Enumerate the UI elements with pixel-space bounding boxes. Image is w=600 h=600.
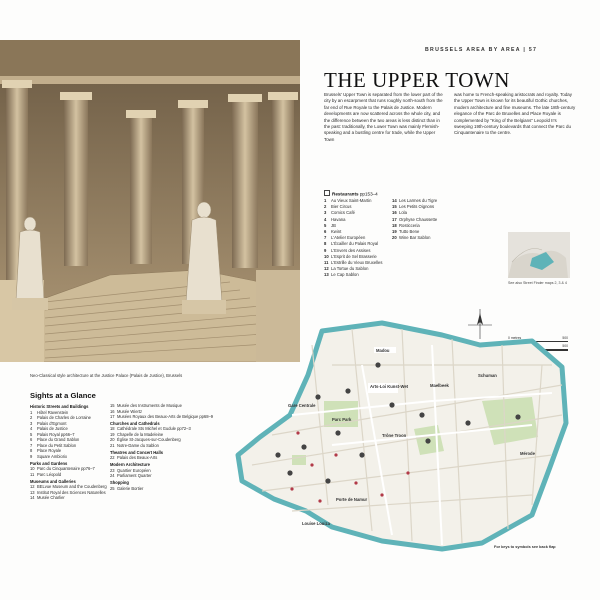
restaurant-name: L'Envers des Assises (331, 247, 371, 253)
sight-number: 9 (30, 453, 33, 459)
keys-note: For keys to symbols see back flap (494, 545, 556, 549)
sights-group-heading: Theatres and Concert Halls (110, 449, 164, 455)
map-label-parc: Parc Park (332, 417, 352, 422)
restaurant-number: 7 (324, 235, 327, 241)
sight-name: Musée Wiertz (117, 408, 143, 414)
restaurant-number: 10 (324, 253, 329, 259)
restaurant-name: Comics Café (331, 210, 355, 216)
map-label-maelbeek: Maelbeek (430, 383, 449, 388)
restaurant-name: Lola (399, 210, 407, 216)
sight-number: 7 (30, 442, 33, 448)
sight-number: 21 (110, 442, 115, 448)
sight-name: Palais des Beaux-Arts (117, 455, 158, 461)
sights-group-heading: Parks and Gardens (30, 460, 68, 466)
restaurant-item (392, 235, 437, 241)
sight-item (110, 473, 220, 479)
sight-name: Parc du Cinquantenaire pp76–7 (37, 466, 95, 472)
sights-title: Sights at a Glance (30, 391, 96, 400)
sight-name: Parc Léopold (37, 471, 62, 477)
sight-name: Hôtel Ravenstein (37, 409, 69, 415)
sight-name: Palais Royal pp66–7 (37, 431, 75, 437)
restaurant-name: Les Petits Oignons (399, 204, 435, 210)
restaurant-number: 12 (324, 266, 329, 272)
sight-name: Musée des Instruments de Musique (117, 403, 182, 408)
restaurants-heading (324, 190, 378, 197)
restaurant-number: 5 (324, 222, 327, 228)
sight-name: Place du Petit Sablon (37, 442, 77, 448)
restaurants-label: Restaurants (332, 191, 359, 197)
sights-group-heading: Museums and Galleries (30, 478, 76, 484)
restaurant-number: 19 (392, 229, 397, 235)
restaurant-number: 11 (324, 260, 329, 266)
restaurant-number: 2 (324, 204, 327, 210)
sight-number: 17 (110, 414, 115, 419)
restaurant-name: Kwint (331, 229, 342, 235)
sight-name: Église St-Jacques-sur-Coudenberg (117, 437, 181, 443)
sight-number: 5 (30, 431, 33, 437)
restaurant-number: 16 (392, 210, 397, 216)
intro-text-col2: was home to French-speaking aristocrats and royalty. Today the Upper Town is known for its beautiful Gothic churches, modern architecture and fine museums. The late 18th-century elegance of the Parc de Bruxelles and Place Royale is complemented by "King of the Belgians" Leopold II's sweeping 19th-century boulevards that connect the Parc du Cinquantenaire to the centre. (454, 92, 576, 136)
sight-number: 24 (110, 473, 115, 479)
restaurant-name: La Tortue du Sablon (331, 266, 369, 272)
restaurant-number: 20 (392, 235, 397, 241)
restaurant-name: JB (331, 222, 336, 228)
restaurants-list-col2 (392, 198, 437, 241)
map-label-trone: Trône Troon (382, 433, 407, 438)
map-label-schuman: Schuman (478, 373, 497, 378)
sight-name: Notre-Dame du Sablon (117, 442, 159, 448)
sight-name: Square Ambiorix (37, 453, 68, 459)
restaurant-name: L'Atelier Européen (331, 235, 366, 241)
restaurant-number: 14 (392, 198, 397, 203)
restaurant-number: 13 (324, 272, 329, 278)
scale-metres-value: 500 (562, 336, 568, 340)
sight-name: Musées Royaux des Beaux-Arts de Belgique pp68–9 (117, 414, 214, 419)
sight-item (30, 495, 140, 501)
restaurants-pages: pp153–4 (359, 191, 378, 197)
sight-number: 14 (30, 495, 35, 501)
sight-number: 13 (30, 489, 35, 495)
sight-item (110, 486, 220, 492)
sights-group-heading: Churches and Cathedrals (110, 420, 160, 426)
sight-name: Place Royale (37, 448, 62, 454)
sight-item (110, 414, 220, 420)
restaurant-name: L'Écailler du Palais Royal (331, 241, 379, 247)
restaurant-name: Au Vieux Saint-Martin (331, 198, 372, 203)
north-arrow-icon (468, 309, 492, 339)
sight-number: 15 (110, 403, 115, 408)
sight-name: Institut Royal des Sciences Naturelles (37, 489, 106, 495)
restaurant-number: 1 (324, 198, 327, 203)
sight-name: Palais d'Egmont (37, 420, 67, 426)
restaurants-list-col1 (324, 198, 382, 279)
scale-yards-value: 500 (562, 344, 568, 349)
restaurant-key-icon (324, 190, 330, 196)
sight-number: 8 (30, 448, 33, 454)
sight-name: Chapelle de la Madeleine (117, 431, 164, 437)
area-map (232, 305, 592, 553)
sight-name: Quartier Européen (117, 467, 151, 473)
sight-number: 11 (30, 471, 35, 477)
restaurant-name: Orphyse Chaussette (399, 216, 438, 222)
sight-name: BELvue Museum and the Coudenberg (37, 484, 107, 490)
restaurant-number: 15 (392, 204, 397, 210)
sights-list-col2 (110, 403, 220, 491)
sight-number: 23 (110, 467, 115, 473)
sight-number: 12 (30, 484, 35, 490)
running-head: BRUSSELS AREA BY AREA | 57 (425, 47, 538, 53)
restaurant-number: 4 (324, 216, 327, 222)
sight-number: 20 (110, 437, 115, 443)
sight-number: 6 (30, 437, 33, 443)
sight-number: 16 (110, 408, 115, 414)
locator-caption: See also Street Finder maps 2, 3 & 4 (508, 281, 567, 285)
restaurant-number: 9 (324, 247, 327, 253)
sight-item (110, 455, 220, 461)
restaurant-number: 6 (324, 229, 327, 235)
page-title: THE UPPER TOWN (324, 68, 510, 92)
sight-number: 4 (30, 426, 33, 432)
sight-name: Place du Grand Sablon (37, 437, 80, 443)
map-label-madou: Madou (376, 348, 390, 353)
sight-number: 18 (110, 426, 115, 432)
sight-name: Galerie Bortier (117, 485, 144, 491)
sight-name: Palais de Justice (37, 426, 68, 432)
restaurant-item (324, 272, 382, 278)
restaurant-name: Rosticceria (399, 222, 420, 228)
sight-number: 25 (110, 485, 115, 491)
scale-metres-label: 0 metres (508, 336, 522, 340)
sight-number: 22 (110, 455, 115, 461)
map-label-louise: Louise Louiza (302, 521, 330, 526)
sight-name: Palais de Charles de Lorraine (37, 415, 91, 421)
restaurant-name: L'Esprit de Sel Brasserie (331, 253, 377, 259)
map-label-porte-de-namur: Porte de Namur (336, 497, 368, 502)
restaurant-number: 3 (324, 210, 327, 216)
sight-number: 10 (30, 466, 35, 472)
sight-item (110, 443, 220, 449)
restaurant-name: Wine Bar Sablon (399, 235, 431, 241)
restaurant-number: 17 (392, 216, 397, 222)
sight-number: 19 (110, 431, 115, 437)
sight-number: 2 (30, 415, 33, 421)
restaurant-name: Le Cap Sablon (331, 272, 359, 278)
restaurant-number: 8 (324, 241, 327, 247)
intro-text-col1: Brussels' Upper Town is separated from the lower part of the city by an escarpment that runs roughly north-south from the far end of Rue Royale to the Palais de Justice. Modern developments are now scattered across the whole city, and the difference between the two areas is less distinct than in the past: traditionally, the Lower Town was mainly Flemish-speaking and a bustling centre for trade, while the Upper Town (324, 92, 443, 142)
restaurant-name: Havana (331, 216, 346, 222)
photo-caption: Neo-Classical style architecture at the Justice Palace (Palais de Justice), Brussels (30, 373, 183, 378)
sight-number: 1 (30, 409, 33, 415)
map-label-merode: Mérode (520, 451, 535, 456)
restaurant-number: 18 (392, 222, 397, 228)
restaurant-name: L'Estrille du Vieux Bruxelles (331, 260, 383, 266)
sight-name: Musée Charlier (37, 495, 65, 501)
map-label-gare-centrale: Gare Centrale (288, 403, 316, 408)
sights-group-heading: Historic Streets and Buildings (30, 404, 89, 410)
sight-number: 3 (30, 420, 33, 426)
restaurant-name: Les Larmes du Tigre (399, 198, 438, 203)
sights-group-heading: Modern Architecture (110, 462, 150, 468)
sights-group-heading: Shopping (110, 480, 129, 486)
map-label-arts-loi: Arts-Loi Kunst-Wet (370, 384, 409, 389)
restaurant-name: Tutto Bene (399, 229, 420, 235)
restaurant-name: Bier Circus (331, 204, 352, 210)
locator-map (508, 232, 570, 278)
sight-name: Cathédrale Sts Michel et Gudule pp72–3 (117, 426, 191, 432)
sight-name: Parliament Quarter (117, 473, 152, 479)
